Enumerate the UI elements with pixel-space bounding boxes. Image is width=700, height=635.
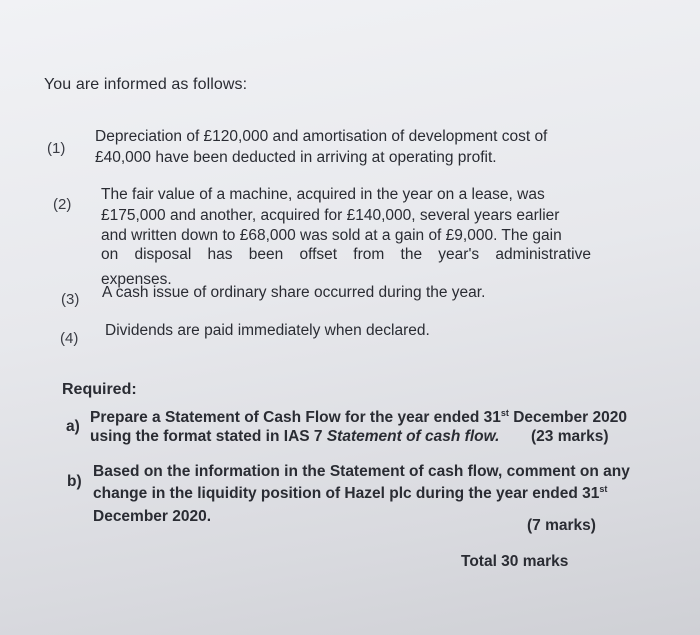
part-a-line-2: using the format stated in IAS 7 Statement of cash flow. [90,428,500,445]
item-4-line-1: Dividends are paid immediately when declared. [105,322,430,339]
item-2-number: (2) [53,196,72,213]
item-1-number: (1) [47,140,66,157]
part-b-line-2: change in the liquidity position of Hazel plc during the year ended 31st [93,484,608,502]
part-b-line-1: Based on the information in the Statement of cash flow, comment on any [93,463,630,480]
item-4-number: (4) [60,330,79,347]
total-marks: Total 30 marks [461,553,569,570]
item-1-line-2: £40,000 have been deducted in arriving at operating profit. [95,149,497,166]
item-1-line-1: Depreciation of £120,000 and amortisation of development cost of [95,128,548,145]
part-a-line-1: Prepare a Statement of Cash Flow for the year ended 31st December 2020 [90,408,627,426]
item-2-line-5: expenses. [101,271,172,288]
part-b-label: b) [67,473,82,490]
part-b-marks: (7 marks) [527,517,596,534]
required-heading: Required: [62,381,137,398]
item-2-line-3: and written down to £68,000 was sold at a gain of £9,000. The gain [101,227,562,244]
item-2-line-2: £175,000 and another, acquired for £140,000, several years earlier [101,207,560,224]
item-2-line-1: The fair value of a machine, acquired in the year on a lease, was [101,186,545,203]
intro-text: You are informed as follows: [44,76,248,93]
item-2-line-4: on disposal has been offset from the year's administrative [101,246,591,263]
part-a-label: a) [66,418,80,435]
part-a-marks: (23 marks) [531,428,609,445]
part-b-line-3: December 2020. [93,508,212,525]
item-3-line-1: A cash issue of ordinary share occurred during the year. [102,284,486,301]
item-3-number: (3) [61,291,80,308]
